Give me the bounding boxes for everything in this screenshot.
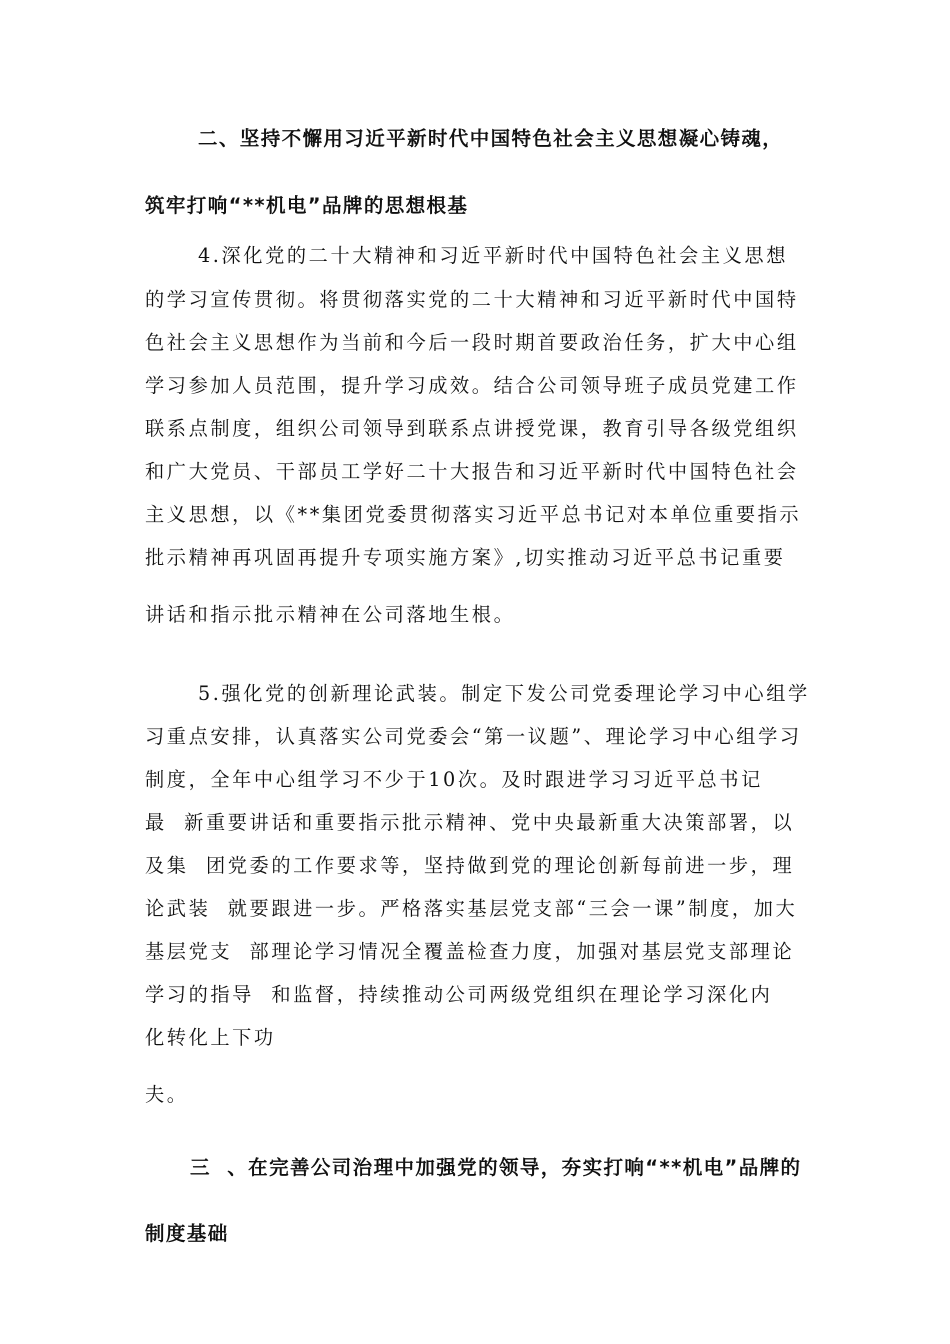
para4-line: 联系点制度，组织公司领导到联系点讲授党课，教育引导各级党组织	[145, 417, 799, 440]
section-heading-3-line1: 三 、在完善公司治理中加强党的领导，夯实打响“**机电”品牌的	[190, 1156, 802, 1179]
para4-line: 讲话和指示批示精神在公司落地生根。	[145, 603, 516, 626]
section-heading-2-line1: 二、坚持不懈用习近平新时代中国特色社会主义思想凝心铸魂，	[198, 127, 784, 150]
para5-line: 习重点安排，认真落实公司党委会“第一议题”、理论学习中心组学习	[145, 725, 802, 748]
section-heading-3-line2: 制度基础	[145, 1222, 229, 1245]
para4-line: 学习参加人员范围，提升学习成效。结合公司领导班子成员党建工作	[145, 374, 799, 397]
para5-line: 5.强化党的创新理论武装。制定下发公司党委理论学习中心组学	[198, 682, 810, 705]
para4-line: 4.深化党的二十大精神和习近平新时代中国特色社会主义思想	[198, 244, 788, 267]
para5-line: 学习的指导 和监督，持续推动公司两级党组织在理论学习深化内	[145, 983, 773, 1006]
para4-line: 色社会主义思想作为当前和今后一段时期首要政治任务，扩大中心组	[145, 331, 799, 354]
para4-line: 和广大党员、干部员工学好二十大报告和习近平新时代中国特色社会	[145, 460, 799, 483]
para4-line: 批示精神再巩固再提升专项实施方案》,切实推动习近平总书记重要	[145, 546, 786, 569]
para5-line: 制度，全年中心组学习不少于10次。及时跟进学习习近平总书记	[145, 768, 763, 791]
para5-line: 论武装 就要跟进一步。严格落实基层党支部“三会一课”制度，加大	[145, 897, 798, 920]
para4-line: 主义思想，以《**集团党委贯彻落实习近平总书记对本单位重要指示	[145, 503, 802, 526]
section-heading-2-line2: 筑牢打响“**机电”品牌的思想根基	[145, 194, 469, 217]
para4-line: 的学习宣传贯彻。将贯彻落实党的二十大精神和习近平新时代中国特	[145, 288, 799, 311]
para5-line: 最 新重要讲话和重要指示批示精神、党中央最新重大决策部署，以	[145, 811, 795, 834]
para5-line: 基层党支 部理论学习情况全覆盖检查力度，加强对基层党支部理论	[145, 940, 795, 963]
para5-line: 及集 团党委的工作要求等，坚持做到党的理论创新每前进一步，理	[145, 854, 795, 877]
para5-line: 夫。	[145, 1083, 189, 1106]
para5-line: 化转化上下功	[145, 1026, 276, 1049]
